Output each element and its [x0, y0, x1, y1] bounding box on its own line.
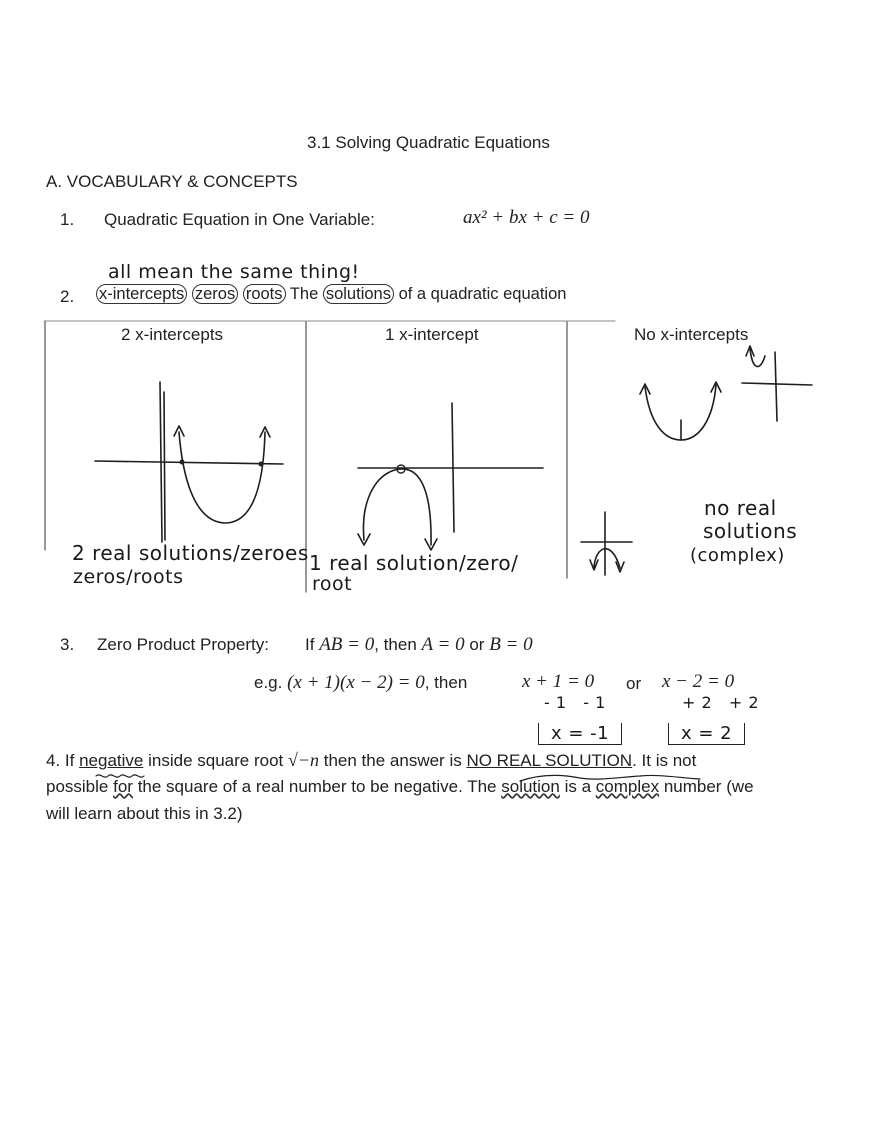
word-eg: e.g.	[254, 673, 283, 692]
circled-term-zeros: zeros	[192, 284, 238, 304]
item-4-inside: inside square root	[148, 751, 284, 770]
example-factored-equation: (x + 1)(x − 2) = 0	[287, 672, 425, 693]
handwritten-note-same-thing: all mean the same thing!	[108, 261, 360, 283]
math-ab-zero: AB = 0	[319, 634, 375, 655]
word-possible: possible	[46, 777, 109, 796]
no-real-solution: NO REAL SOLUTION	[466, 751, 633, 770]
item-4-if: 4. If	[46, 751, 75, 770]
note-zeros-roots: zeros/roots	[73, 566, 184, 588]
column-heading-two-intercepts: 2 x-intercepts	[121, 325, 224, 344]
note-complex: (complex)	[690, 545, 785, 566]
item-3-label: Zero Product Property:	[97, 635, 269, 654]
word-if: If	[305, 635, 315, 654]
equation-x-minus-2: x − 2 = 0	[662, 671, 735, 692]
word-or: or	[469, 635, 485, 654]
work-subtract-one: - 1 - 1	[544, 693, 606, 712]
circled-term-solutions: solutions	[323, 284, 394, 304]
answer-x-2: x = 2	[668, 723, 745, 745]
word-complex: complex	[595, 777, 660, 796]
section-heading: A. VOCABULARY & CONCEPTS	[46, 172, 298, 191]
note-no-real: no real	[704, 496, 777, 520]
word-then: , then	[374, 635, 417, 654]
item-4-line-3: will learn about this in 3.2)	[46, 804, 243, 823]
item-2-number: 2.	[60, 287, 75, 306]
word-number-we: number (we	[663, 777, 754, 796]
item-1-number: 1.	[60, 210, 75, 229]
item-2-rest: of a quadratic equation	[398, 285, 567, 303]
word-for: for	[113, 777, 133, 796]
item-4-not: . It is not	[632, 751, 697, 770]
item-1-label: Quadratic Equation in One Variable:	[104, 210, 375, 229]
word-then-2: , then	[424, 673, 468, 692]
item-2-the: The	[289, 285, 319, 303]
word-is-a: is a	[564, 777, 592, 796]
item-3-number: 3.	[60, 635, 75, 654]
work-add-two: + 2 + 2	[682, 693, 760, 712]
sqrt-negative-n: √−n	[287, 750, 320, 770]
math-b-zero: B = 0	[489, 634, 533, 655]
circled-term-x-intercepts: x-intercepts	[96, 284, 187, 304]
quadratic-standard-form: ax² + bx + c = 0	[463, 207, 590, 228]
item-4-middle: the square of a real number to be negative. The	[137, 777, 497, 796]
equation-x-plus-1: x + 1 = 0	[522, 671, 595, 692]
note-one-real-solution: 1 real solution/zero/	[309, 551, 519, 575]
item-4-negative: negative	[79, 751, 144, 770]
column-heading-no-intercepts: No x-intercepts	[634, 325, 749, 344]
circled-term-roots: roots	[243, 284, 286, 304]
column-heading-one-intercept: 1 x-intercept	[385, 325, 479, 344]
page-title: 3.1 Solving Quadratic Equations	[307, 133, 550, 152]
note-solutions: solutions	[703, 519, 798, 543]
note-two-real-solutions: 2 real solutions/zeroes	[72, 541, 309, 565]
answer-x-neg-1: x = -1	[538, 723, 622, 745]
note-root: root	[312, 573, 353, 595]
math-a-zero: A = 0	[421, 634, 465, 655]
word-solution: solution	[501, 777, 560, 796]
word-or-2: or	[626, 674, 642, 693]
item-4-then: then the answer is	[323, 751, 462, 770]
